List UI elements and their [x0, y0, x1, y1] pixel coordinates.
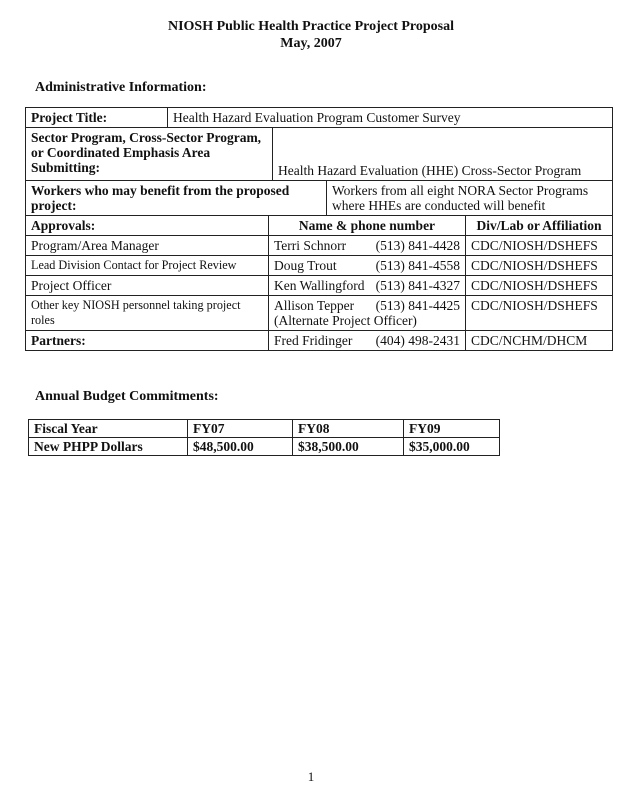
name-phone-header: Name & phone number	[269, 216, 466, 236]
sector-value: Health Hazard Evaluation (HHE) Cross-Sector Program	[278, 163, 582, 178]
budget-header-cell: FY07	[188, 420, 293, 438]
name-phone-cell	[269, 276, 466, 296]
workers-value: Workers from all eight NORA Sector Programs where HHEs are conducted will benefit	[332, 183, 589, 213]
table-row	[26, 276, 612, 296]
workers-row	[26, 181, 613, 216]
budget-header-cell: FY09	[404, 420, 500, 438]
contact-phone: (513) 841-4428	[375, 238, 460, 253]
budget-value-cell: New PHPP Dollars	[29, 438, 188, 456]
affiliation-header: Div/Lab or Affiliation	[466, 216, 613, 236]
sector-row	[26, 128, 613, 181]
role-cell: Project Officer	[26, 276, 269, 296]
project-title-label: Project Title:	[26, 108, 168, 127]
contact-phone: (513) 841-4425	[375, 298, 460, 313]
document-date: May, 2007	[280, 36, 342, 51]
document-title: NIOSH Public Health Practice Project Proposal	[167, 19, 455, 34]
affiliation-cell: CDC/NIOSH/DSHEFS	[466, 236, 613, 256]
contact-note: (Alternate Project Officer)	[274, 313, 417, 328]
budget-value-cell: $48,500.00	[188, 438, 293, 456]
approvals-table	[26, 216, 612, 350]
budget-table	[28, 419, 500, 456]
page-number: 1	[307, 769, 315, 784]
budget-heading: Annual Budget Commitments:	[35, 389, 219, 404]
admin-info-heading: Administrative Information:	[35, 80, 207, 95]
contact-name: Allison Tepper	[274, 298, 355, 313]
name-phone-cell	[269, 296, 466, 331]
table-row	[26, 236, 612, 256]
approvals-section	[26, 216, 613, 351]
contact-name: Ken Wallingford	[274, 278, 365, 293]
role-cell: Program/Area Manager	[26, 236, 269, 256]
role-cell: Other key NIOSH personnel taking project roles	[26, 296, 269, 331]
partners-row	[26, 331, 612, 351]
approvals-header: Approvals:	[26, 216, 269, 236]
affiliation-cell: CDC/NIOSH/DSHEFS	[466, 256, 613, 276]
name-phone-cell	[269, 256, 466, 276]
contact-phone: (513) 841-4558	[375, 258, 460, 273]
budget-value-cell: $35,000.00	[404, 438, 500, 456]
affiliation-cell: CDC/NIOSH/DSHEFS	[466, 276, 613, 296]
project-title-row	[26, 108, 613, 128]
project-title-value: Health Hazard Evaluation Program Customer Survey	[173, 110, 461, 125]
role-cell: Lead Division Contact for Project Review	[26, 256, 269, 276]
contact-name: Doug Trout	[274, 258, 337, 273]
partners-label: Partners:	[26, 331, 269, 351]
budget-header-row	[29, 420, 500, 438]
contact-phone: (513) 841-4327	[375, 278, 460, 293]
affiliation-cell: CDC/NCHM/DHCM	[471, 333, 588, 348]
name-phone-cell	[269, 331, 466, 351]
budget-header-cell: Fiscal Year	[29, 420, 188, 438]
budget-value-row	[29, 438, 500, 456]
contact-name: Fred Fridinger	[274, 333, 353, 348]
document-title-block	[0, 18, 622, 52]
table-row	[26, 256, 612, 276]
name-phone-cell	[269, 236, 466, 256]
contact-phone: (404) 498-2431	[375, 333, 460, 348]
budget-value-cell: $38,500.00	[293, 438, 404, 456]
workers-label: Workers who may benefit from the proposed project:	[26, 181, 327, 215]
sector-label: Sector Program, Cross-Sector Program, or Coordinated Emphasis Area Submitting:	[26, 128, 273, 180]
budget-header-cell: FY08	[293, 420, 404, 438]
admin-info-table	[25, 107, 613, 351]
affiliation-cell: CDC/NIOSH/DSHEFS	[466, 296, 613, 331]
table-row	[26, 296, 612, 331]
contact-name: Terri Schnorr	[274, 238, 347, 253]
approvals-header-row	[26, 216, 612, 236]
